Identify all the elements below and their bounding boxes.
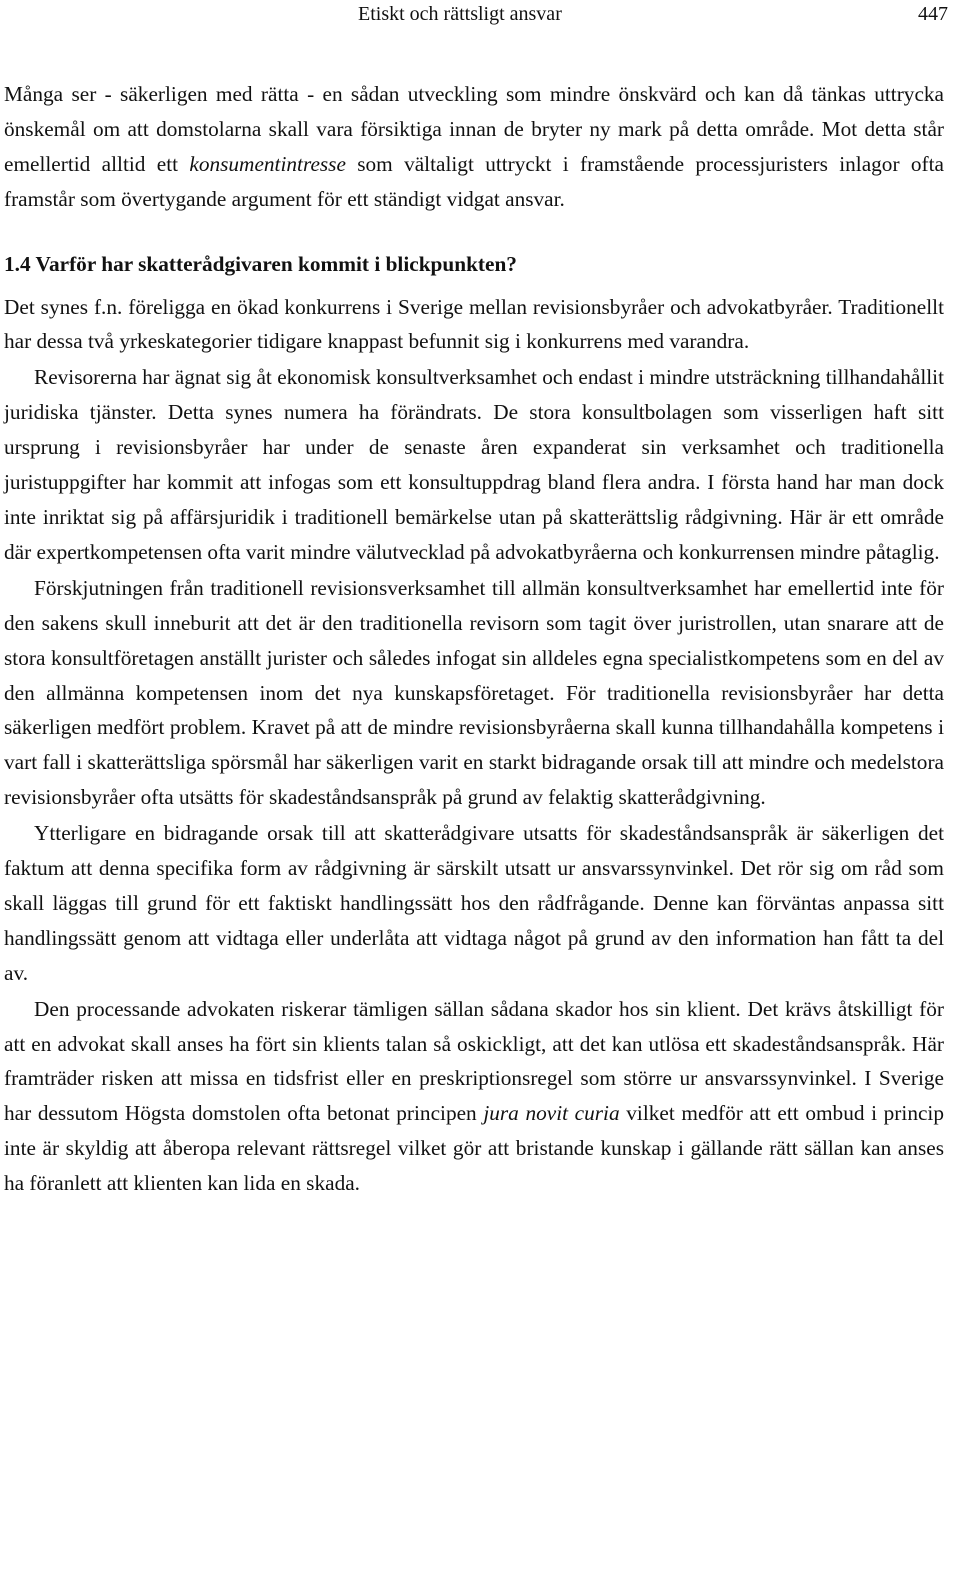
paragraph-1-emphasis: konsumentintresse xyxy=(189,151,346,176)
paragraph-6 xyxy=(4,992,944,1201)
page-number: 447 xyxy=(918,3,948,25)
body-text xyxy=(4,77,944,1201)
section-heading: 1.4 Varför har skatterådgivaren kommit i blickpunkten? xyxy=(4,251,517,276)
paragraph-6-text-a: Den processande advokaten riskerar tämligen sällan sådana skador hos sin klient. Det krävs åtskilligt för att en advokat skall anses ha fört sin klients talan så oskickligt, att det kan utlösa ett skadeståndsanspråk. Här framträder risken att missa en tidsfrist eller en preskriptionsregel som större ur ansvarssynvinkel. I Sverige har dessutom Högsta domstolen ofta betonat principen xyxy=(4,996,944,1126)
paragraph-4: Förskjutningen från traditionell revisionsverksamhet till allmän konsultverksamhet har emellertid inte för den sakens skull inneburit att det är den traditionella revisorn som tagit över juristrollen, utan snarare att de stora konsultföretagen anställt jurister och således infogat sin alldeles egna specialistkompetens som en del av den allmänna kompetensen inom det nya kunskapsföretaget. För traditionella revisionsbyråer har detta säkerligen medfört problem. Kravet på att de mindre revisionsbyråerna skall kunna tillhandahålla kompetens i vart fall i skatterättsliga spörsmål har säkerligen varit en starkt bidragande orsak till att mindre och medelstora revisionsbyråer ofta utsätts för skadeståndsanspråk på grund av felaktig skatterådgivning. xyxy=(4,575,944,810)
paragraph-1-text-a: Många ser - säkerligen med rätta - en sådan utveckling som mindre önskvärd och kan då tänkas uttrycka önskemål om att domstolarna skall vara försiktiga innan de bryter ny mark på detta område. Mot detta står emellertid alltid ett xyxy=(4,82,944,176)
paragraph-6-emphasis: jura novit curia xyxy=(483,1101,620,1126)
paragraph-3: Revisorerna har ägnat sig åt ekonomisk konsultverksamhet och endast i mindre utsträckning tillhandahållit juridiska tjänster. Detta synes numera ha förändrats. De stora konsultbolagen som visserligen haft sitt ursprung i revisionsbyråer har under de senaste åren expanderat sin verksamhet och traditionella juristuppgifter har kommit att infogas som ett konsultuppdrag bland flera andra. I första hand har man dock inte inriktat sig på affärsjuridik i traditionell bemärkelse utan på skatterättslig rådgivning. Här är ett område där expertkompetensen ofta varit mindre välutvecklad på advokatbyråerna och konkurrensen mindre påtaglig. xyxy=(4,365,944,564)
paragraph-1 xyxy=(4,77,944,217)
paragraph-6-text-b: vilket medför att ett ombud i princip inte är skyldig att åberopa relevant rättsregel vilket gör att bristande kunskap i gällande rätt sällan kan anses ha föranlett att klienten kan lida en skada. xyxy=(4,1101,944,1196)
running-title: Etiskt och rättsligt ansvar xyxy=(358,3,562,25)
paragraph-2: Det synes f.n. föreligga en ökad konkurrens i Sverige mellan revisionsbyråer och advokatbyråer. Traditionellt har dessa två yrkeskategorier tidigare knappast befunnit sig i konkurrens med varandra. xyxy=(4,294,944,354)
page-header xyxy=(0,0,960,30)
paragraph-5: Ytterligare en bidragande orsak till att skatterådgivare utsatts för skadeståndsanspråk är säkerligen det faktum att denna specifika form av rådgivning är särskilt utsatt ur ansvarssynvinkel. Det rör sig om råd som skall läggas till grund för ett faktiskt handlingssätt hos den rådfrågande. Denne kan förväntas anpassa sitt handlingssätt genom att vidtaga eller underlåta att vidtaga något på grund av den information han fått ta del av. xyxy=(4,821,944,985)
paragraph-1-text-b: som vältaligt uttryckt i framstående processjuristers inlagor ofta framstår som övertygande argument för ett ständigt vidgat ansvar. xyxy=(4,151,944,211)
